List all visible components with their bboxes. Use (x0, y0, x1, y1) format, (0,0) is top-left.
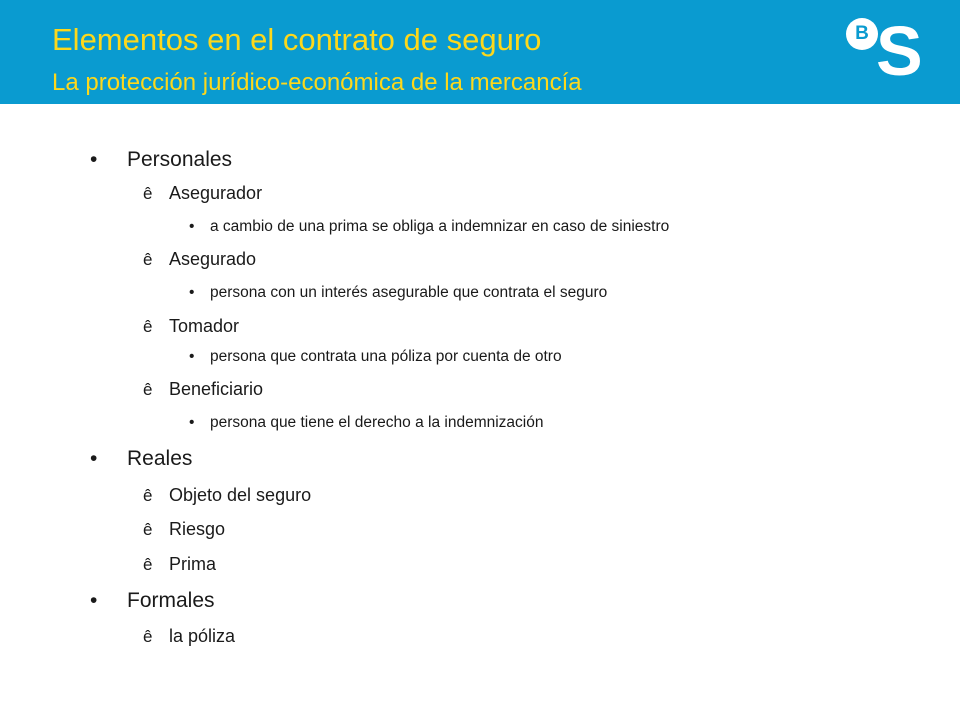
item-asegurado (143, 250, 256, 268)
item-prima (143, 555, 216, 573)
detail-tomador (189, 349, 562, 365)
arrow-down-icon: ê (143, 627, 153, 646)
item-label: la póliza (169, 626, 236, 646)
item-beneficiario (143, 380, 263, 398)
detail-text: a cambio de una prima se obliga a indemnizar en caso de siniestro (210, 218, 670, 235)
bullet-icon: • (189, 414, 195, 431)
item-objeto-del-seguro (143, 486, 311, 504)
item-la-poliza (143, 627, 235, 645)
item-tomador (143, 317, 239, 335)
item-label: Beneficiario (169, 379, 264, 399)
slide-title: Elementos en el contrato de seguro (52, 22, 542, 57)
bullet-icon: • (90, 447, 98, 470)
detail-text: persona que tiene el derecho a la indemnización (210, 414, 544, 431)
slide-header (0, 0, 960, 104)
arrow-down-icon: ê (143, 317, 153, 336)
item-label: Tomador (169, 316, 240, 336)
section-label: Personales (127, 148, 233, 171)
bank-logo (846, 12, 926, 90)
item-label: Objeto del seguro (169, 485, 312, 505)
detail-text: persona con un interés asegurable que contrata el seguro (210, 284, 608, 301)
arrow-down-icon: ê (143, 380, 153, 399)
detail-text: persona que contrata una póliza por cuenta de otro (210, 348, 562, 365)
arrow-down-icon: ê (143, 520, 153, 539)
item-riesgo (143, 520, 225, 538)
slide-subtitle: La protección jurídico-económica de la mercancía (52, 69, 582, 96)
bullet-icon: • (189, 348, 195, 365)
section-reales (90, 448, 192, 469)
section-label: Formales (127, 589, 215, 612)
detail-asegurado (189, 285, 607, 301)
item-label: Asegurador (169, 183, 263, 203)
item-label: Riesgo (169, 519, 226, 539)
item-label: Asegurado (169, 249, 257, 269)
logo-letter-b: B (846, 18, 878, 50)
logo-letter-s: S (876, 12, 923, 90)
arrow-down-icon: ê (143, 486, 153, 505)
arrow-down-icon: ê (143, 250, 153, 269)
arrow-down-icon: ê (143, 184, 153, 203)
detail-asegurador (189, 219, 669, 235)
bullet-icon: • (90, 589, 98, 612)
item-label: Prima (169, 554, 217, 574)
bullet-icon: • (90, 148, 98, 171)
arrow-down-icon: ê (143, 555, 153, 574)
section-label: Reales (127, 447, 193, 470)
item-asegurador (143, 184, 262, 202)
section-formales (90, 590, 215, 611)
section-personales (90, 149, 232, 170)
bullet-icon: • (189, 284, 195, 301)
bullet-icon: • (189, 218, 195, 235)
detail-beneficiario (189, 415, 543, 431)
